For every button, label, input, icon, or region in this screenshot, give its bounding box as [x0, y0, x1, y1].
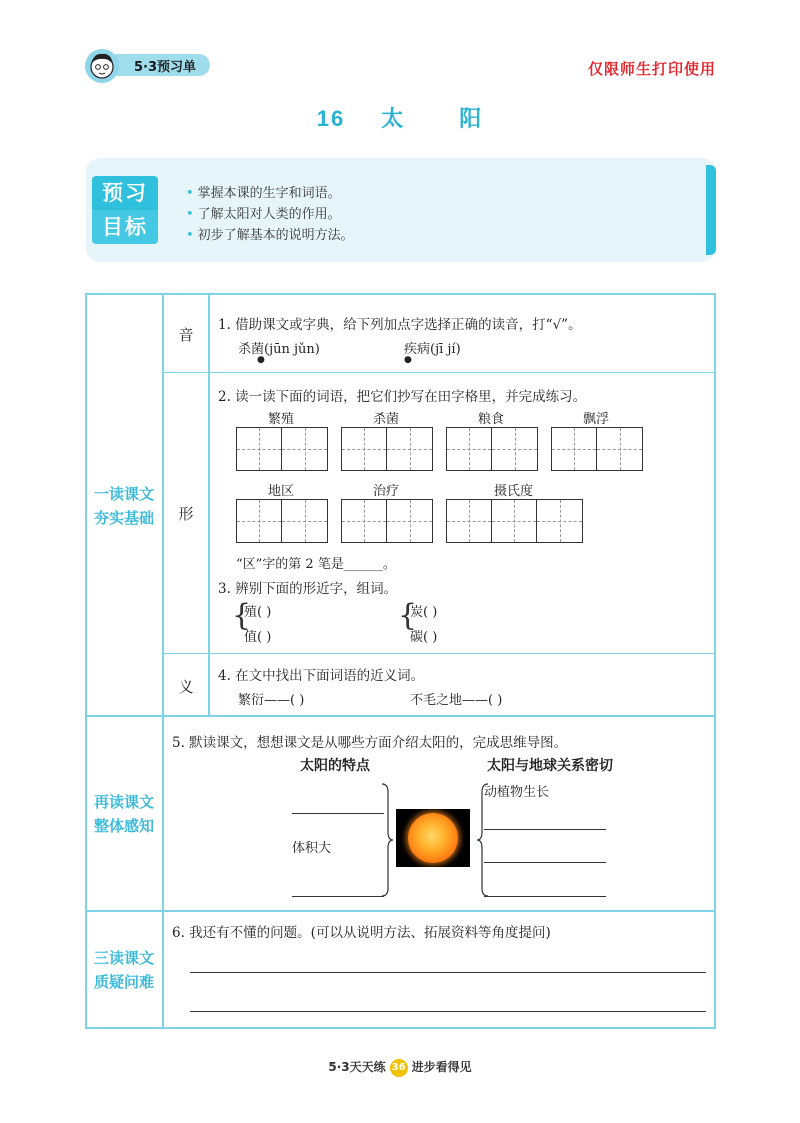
goals-box-edge [706, 165, 716, 255]
preview-goals-box [86, 158, 716, 262]
left-brace-icon: { [398, 598, 418, 633]
goals-tag-line2: 目标 [92, 210, 158, 244]
section-label-third-reading: 三读课文 质疑问难 [93, 949, 154, 991]
sub-label-meaning: 义 [178, 678, 194, 696]
emphasis-dot-icon: ● [404, 355, 412, 365]
footer-right: 进步看得见 [411, 1060, 472, 1074]
question-4: 4. 在文中找出下面词语的近义词。 [218, 668, 425, 684]
writing-grid[interactable] [551, 427, 643, 471]
stroke-question[interactable]: “区”字的第 2 笔是______。 [236, 557, 396, 572]
lesson-title [0, 102, 800, 133]
answer-line[interactable] [190, 972, 706, 973]
answer-line[interactable] [484, 896, 606, 897]
copy-word: 治疗 [372, 484, 399, 499]
copy-word: 地区 [267, 484, 294, 499]
copy-word: 摄氏度 [493, 484, 533, 499]
section-label-second-reading: 再读课文 整体感知 [93, 793, 154, 835]
footer-left: 5·3天天练 [328, 1060, 386, 1074]
goals-tag-line1: 预习 [92, 176, 158, 210]
goal-item: • 初步了解基本的说明方法。 [186, 228, 354, 243]
copy-word: 飘浮 [582, 412, 609, 427]
footer [0, 1058, 800, 1077]
right-bracket [380, 782, 394, 898]
writing-grid[interactable] [446, 427, 538, 471]
synonym-blank[interactable]: 不毛之地——( ) [410, 693, 503, 708]
student-mascot-icon [84, 48, 120, 84]
goal-item: • 了解太阳对人类的作用。 [186, 207, 341, 222]
synonym-blank[interactable]: 繁衍——( ) [238, 693, 305, 708]
left-brace-icon: { [232, 598, 252, 633]
emphasis-dot-icon: ● [257, 355, 265, 365]
page-number: 36 [390, 1059, 408, 1077]
goal-item: • 掌握本课的生字和词语。 [186, 186, 341, 201]
copy-word: 杀菌 [372, 412, 399, 427]
copy-word: 粮食 [477, 412, 504, 427]
sub-label-form: 形 [178, 505, 194, 523]
lesson-title-char-2: 阳 [459, 106, 484, 131]
copy-word: 繁殖 [267, 412, 294, 427]
similar-char-blank[interactable]: 值( ) [244, 630, 272, 645]
writing-grid[interactable] [341, 499, 433, 543]
badge-text: 5·3预习单 [134, 60, 197, 75]
lesson-number: 16 [316, 106, 346, 131]
badge-pill [106, 54, 210, 76]
similar-char-blank[interactable]: 殖( ) [244, 605, 272, 620]
lesson-title-char-1: 太 [381, 106, 406, 131]
question-5: 5. 默读课文，想想课文是从哪些方面介绍太阳的，完成思维导图。 [172, 735, 568, 751]
similar-char-blank[interactable]: 炭( ) [410, 605, 438, 620]
question-1: 1. 借助课文或字典，给下列加点字选择正确的读音，打“√”。 [218, 317, 582, 333]
answer-line[interactable] [190, 1011, 706, 1012]
answer-line[interactable] [292, 896, 384, 897]
sun-image [396, 809, 470, 867]
similar-char-blank[interactable]: 碳( ) [410, 630, 438, 645]
writing-grid[interactable] [236, 499, 328, 543]
answer-line[interactable] [484, 829, 606, 830]
q1-option-jibing[interactable]: 疾病(jī jí) [404, 342, 461, 357]
question-2: 2. 读一读下面的词语，把它们抄写在田字格里，并完成练习。 [218, 389, 587, 405]
mindmap-left-title: 太阳的特点 [300, 758, 370, 774]
answer-line[interactable] [292, 813, 384, 814]
writing-grid[interactable] [341, 427, 433, 471]
mindmap-left-item: 体积大 [292, 841, 332, 856]
q1-option-shajun[interactable]: 杀菌(jūn jǔn) [238, 342, 320, 357]
sub-label-pronunciation: 音 [178, 326, 194, 344]
question-6: 6. 我还有不懂的问题。(可以从说明方法、拓展资料等角度提问) [172, 925, 551, 941]
print-note: 仅限师生打印使用 [587, 60, 716, 78]
answer-line[interactable] [484, 862, 606, 863]
mindmap-right-title: 太阳与地球关系密切 [487, 758, 613, 774]
question-3: 3. 辨别下面的形近字，组词。 [218, 581, 398, 597]
mindmap-right-item: 动植物生长 [484, 785, 550, 800]
writing-grid[interactable] [236, 427, 328, 471]
goals-tag [92, 176, 158, 244]
series-badge [84, 48, 210, 82]
writing-grid[interactable] [446, 499, 583, 543]
section-label-first-reading: 一读课文 夯实基础 [93, 485, 154, 527]
